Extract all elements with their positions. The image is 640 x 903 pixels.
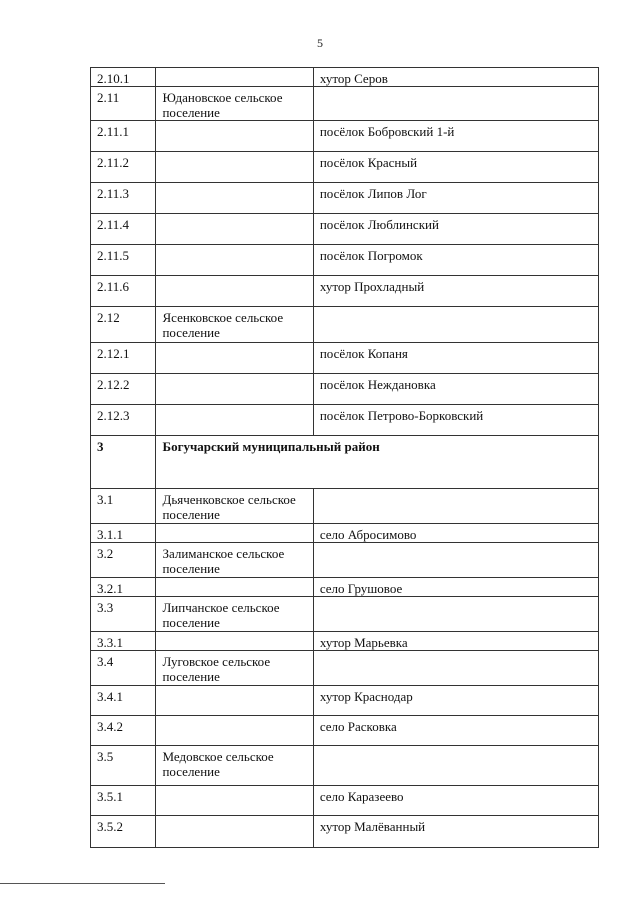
row-number: 3 [91, 436, 156, 489]
table-row [91, 786, 599, 816]
table-row [91, 716, 599, 746]
municipality-name [156, 716, 313, 746]
settlements-table [90, 67, 599, 848]
table-row [91, 746, 599, 786]
table-row [91, 632, 599, 651]
row-number: 3.1.1 [91, 524, 156, 543]
municipality-name [156, 183, 313, 214]
row-number: 3.5 [91, 746, 156, 786]
locality-name: посёлок Копаня [313, 343, 598, 374]
row-number: 2.12.2 [91, 374, 156, 405]
row-number: 3.2.1 [91, 578, 156, 597]
row-number: 3.4.2 [91, 716, 156, 746]
table-row-district [91, 436, 599, 489]
municipality-name [156, 686, 313, 716]
table-row [91, 245, 599, 276]
municipality-name [156, 524, 313, 543]
row-number: 2.11.2 [91, 152, 156, 183]
row-number: 2.11.4 [91, 214, 156, 245]
locality-name [313, 489, 598, 524]
row-number: 2.11.5 [91, 245, 156, 276]
locality-name: посёлок Погромок [313, 245, 598, 276]
locality-name: посёлок Люблинский [313, 214, 598, 245]
table-row [91, 405, 599, 436]
municipality-name [156, 374, 313, 405]
municipality-name [156, 405, 313, 436]
table-row [91, 343, 599, 374]
locality-name: хутор Краснодар [313, 686, 598, 716]
municipality-name: Дьяченковское сельское поселение [156, 489, 313, 524]
table-row [91, 374, 599, 405]
municipality-name [156, 343, 313, 374]
table-row [91, 543, 599, 578]
row-number: 3.1 [91, 489, 156, 524]
row-number: 3.5.2 [91, 816, 156, 848]
row-number: 2.12.1 [91, 343, 156, 374]
row-number: 2.10.1 [91, 68, 156, 87]
municipality-name: Юдановское сельское поселение [156, 87, 313, 121]
locality-name: посёлок Красный [313, 152, 598, 183]
locality-name: хутор Марьевка [313, 632, 598, 651]
row-number: 2.11.3 [91, 183, 156, 214]
municipality-name [156, 68, 313, 87]
table-row [91, 307, 599, 343]
municipality-name [156, 245, 313, 276]
table-row [91, 276, 599, 307]
page-number: 5 [317, 36, 323, 50]
table-row [91, 686, 599, 716]
row-number: 2.12 [91, 307, 156, 343]
table-row [91, 524, 599, 543]
footnote-separator [0, 883, 165, 884]
locality-name: село Абросимово [313, 524, 598, 543]
municipality-name: Липчанское сельское поселение [156, 597, 313, 632]
municipality-name: Луговское сельское поселение [156, 651, 313, 686]
table-row [91, 87, 599, 121]
municipality-name [156, 276, 313, 307]
table-row [91, 597, 599, 632]
district-name: Богучарский муниципальный район [156, 436, 599, 489]
locality-name [313, 543, 598, 578]
row-number: 3.4.1 [91, 686, 156, 716]
table-row [91, 816, 599, 848]
table-row [91, 578, 599, 597]
table-row [91, 214, 599, 245]
municipality-name [156, 816, 313, 848]
table-row [91, 121, 599, 152]
locality-name [313, 597, 598, 632]
locality-name: село Расковка [313, 716, 598, 746]
row-number: 2.11.1 [91, 121, 156, 152]
municipality-name [156, 152, 313, 183]
municipality-name [156, 578, 313, 597]
locality-name: посёлок Петрово-Борковский [313, 405, 598, 436]
locality-name: село Грушовое [313, 578, 598, 597]
municipality-name: Ясенковское сельское поселение [156, 307, 313, 343]
locality-name [313, 651, 598, 686]
locality-name: хутор Прохладный [313, 276, 598, 307]
locality-name: село Каразеево [313, 786, 598, 816]
row-number: 2.11 [91, 87, 156, 121]
locality-name: хутор Серов [313, 68, 598, 87]
locality-name: посёлок Липов Лог [313, 183, 598, 214]
locality-name: посёлок Неждановка [313, 374, 598, 405]
table-row [91, 152, 599, 183]
table-row [91, 651, 599, 686]
row-number: 2.11.6 [91, 276, 156, 307]
municipality-name: Медовское сельское поселение [156, 746, 313, 786]
row-number: 3.4 [91, 651, 156, 686]
municipality-name [156, 632, 313, 651]
row-number: 3.3.1 [91, 632, 156, 651]
locality-name: хутор Малёванный [313, 816, 598, 848]
row-number: 3.3 [91, 597, 156, 632]
row-number: 2.12.3 [91, 405, 156, 436]
municipality-name [156, 214, 313, 245]
table-row [91, 183, 599, 214]
locality-name [313, 746, 598, 786]
table-row [91, 489, 599, 524]
municipality-name: Залиманское сельское поселение [156, 543, 313, 578]
row-number: 3.5.1 [91, 786, 156, 816]
municipality-name [156, 121, 313, 152]
table-row [91, 68, 599, 87]
locality-name: посёлок Бобровский 1-й [313, 121, 598, 152]
locality-name [313, 87, 598, 121]
municipality-name [156, 786, 313, 816]
row-number: 3.2 [91, 543, 156, 578]
locality-name [313, 307, 598, 343]
